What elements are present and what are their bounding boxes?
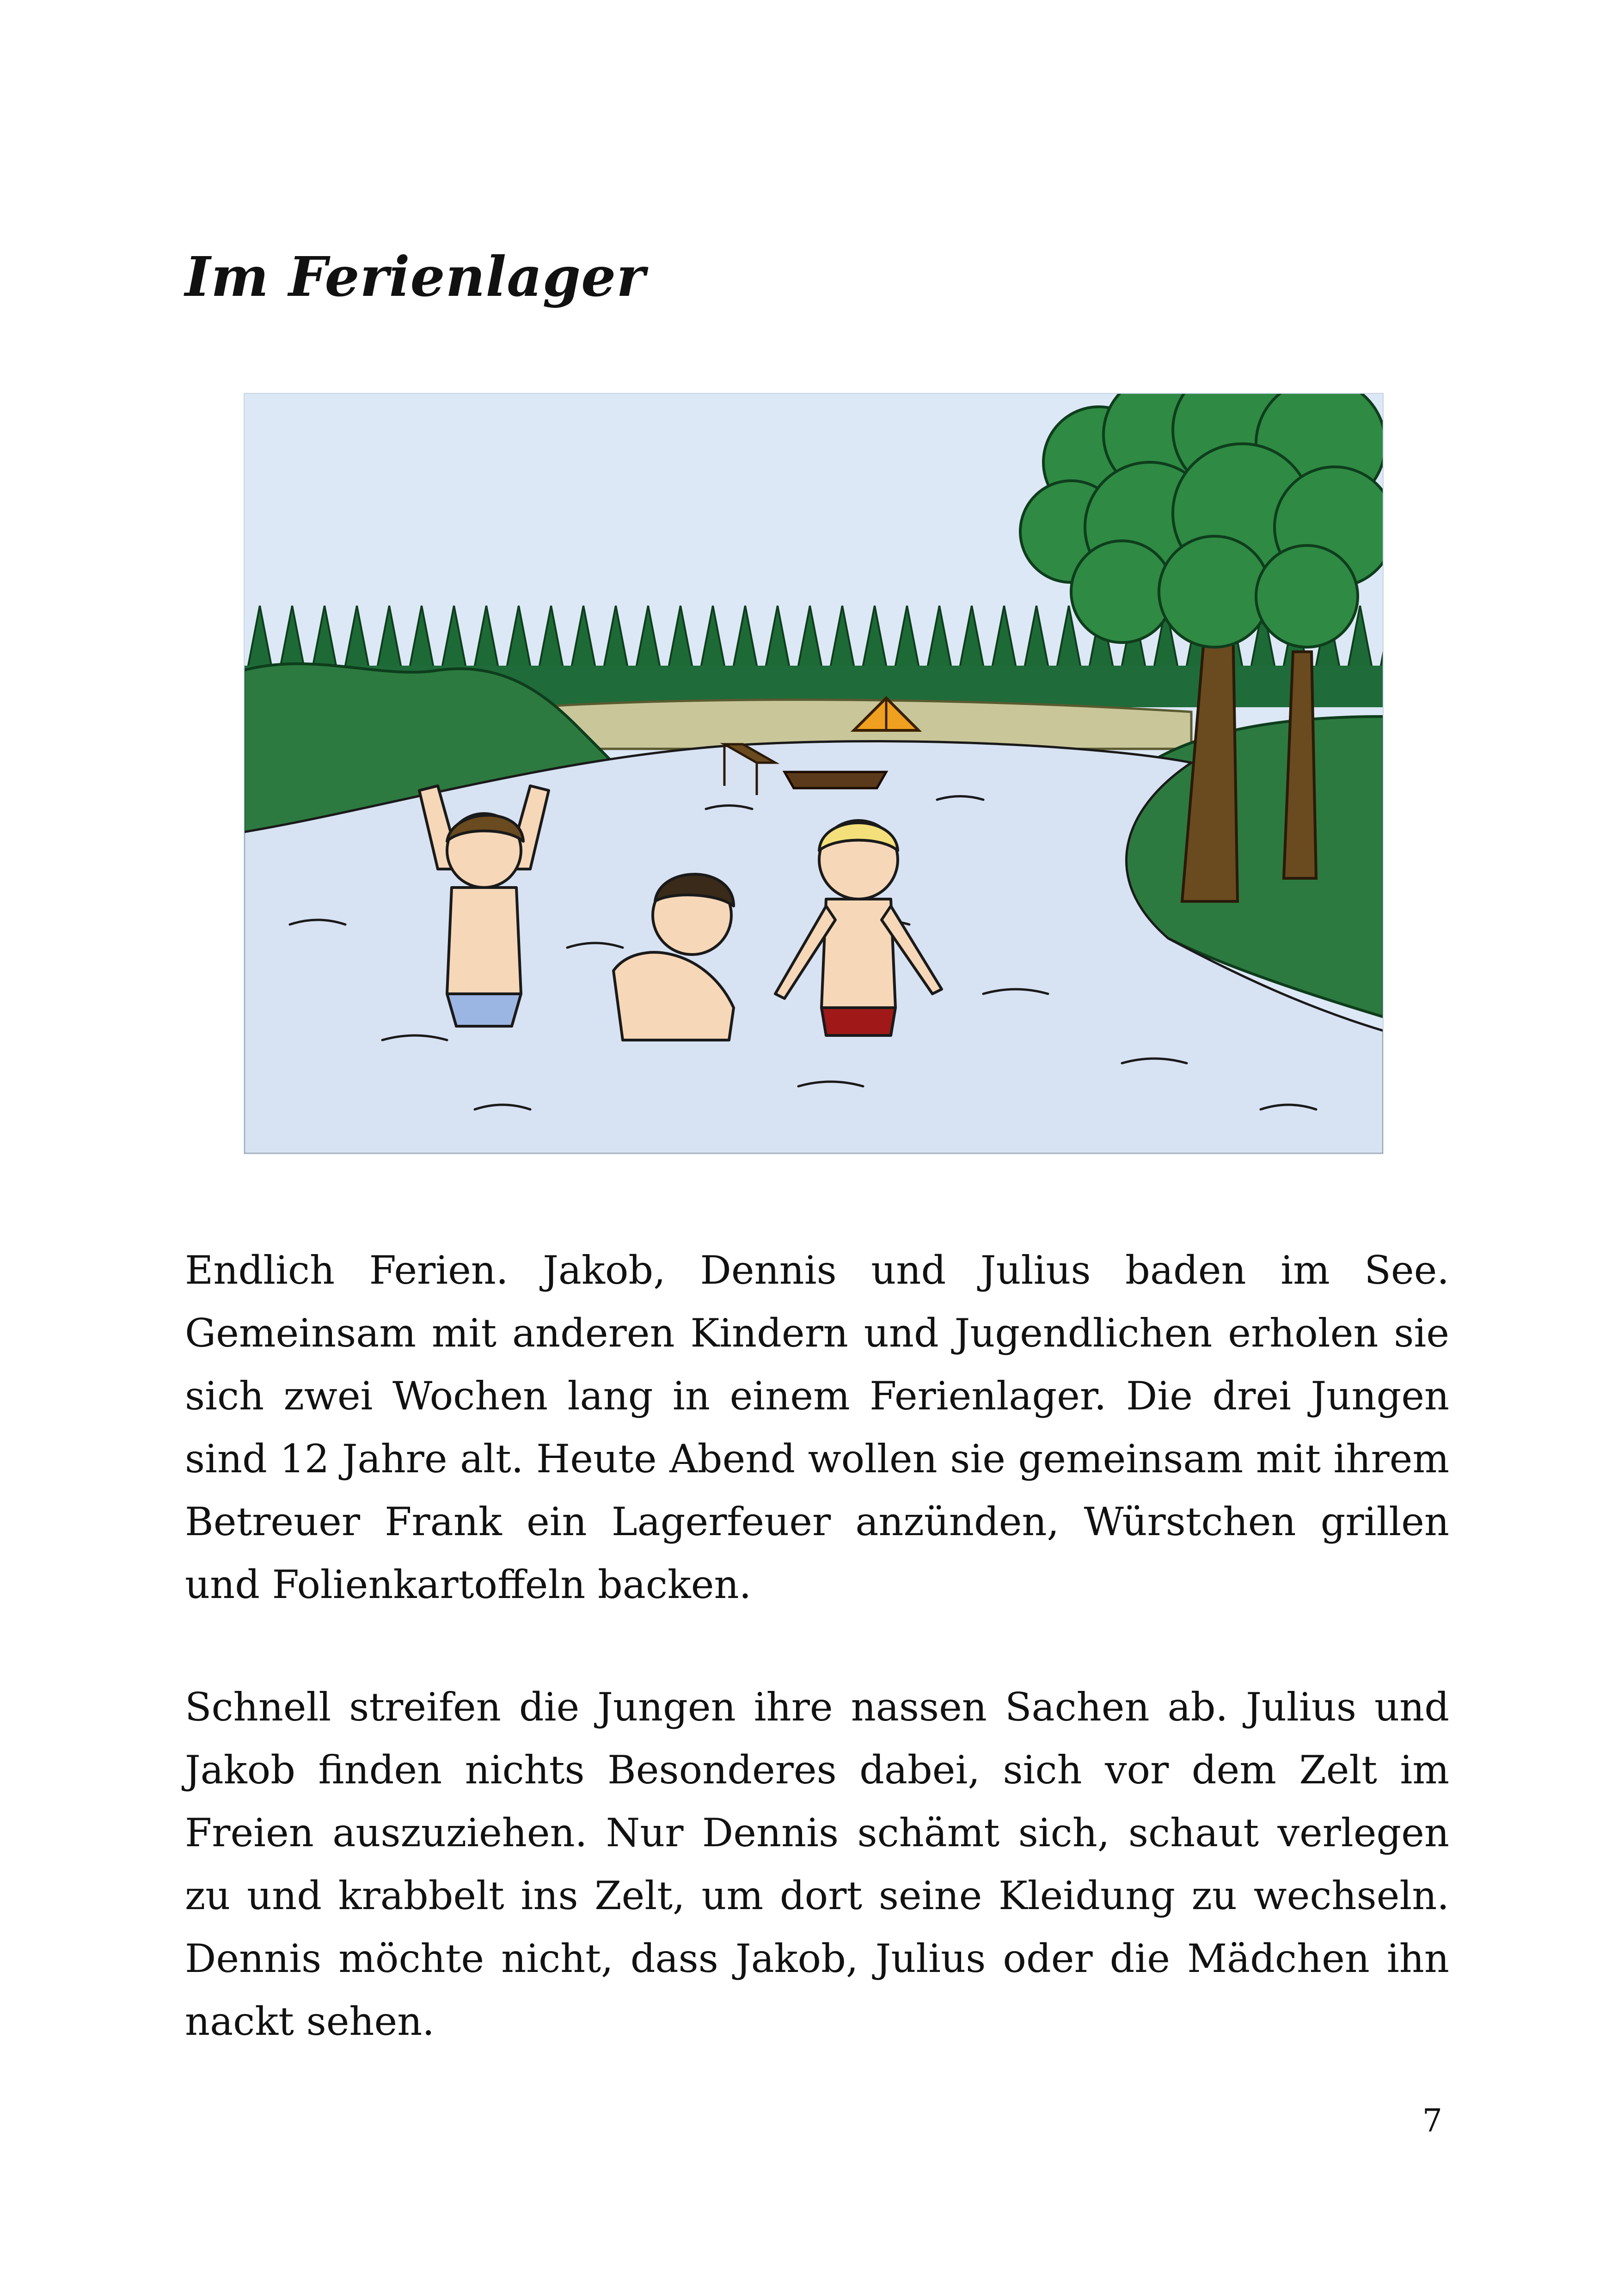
- paragraph-1: Endlich Ferien. Jakob, Dennis und Julius baden im See. Gemeinsam mit anderen Kindern und Jugendlichen erholen sie sich zwei Wochen lang in einem Ferienlager. Die drei Jungen sind 12 Jahre alt. Heute Abend wollen sie gemeinsam mit ihrem Betreuer Frank ein Lagerfeuer anzünden, Würstchen grillen und Folienkartoffeln backen.: [185, 1248, 1449, 1607]
- paragraph-2: Schnell streifen die Jungen ihre nassen Sachen ab. Julius und Jakob finden nichts Besonderes dabei, sich vor dem Zelt im Freien auszuziehen. Nur Dennis schämt sich, schaut verlegen zu und krabbelt ins Zelt, um dort seine Kleidung zu wechseln. Dennis möchte nicht, dass Jakob, Julius oder die Mädchen ihn nackt sehen.: [185, 1684, 1449, 2044]
- page-title: Im Ferienlager: [185, 245, 646, 309]
- page-number: 7: [1422, 2103, 1442, 2139]
- boat: [784, 772, 886, 788]
- lake-camp-illustration: [244, 393, 1384, 1154]
